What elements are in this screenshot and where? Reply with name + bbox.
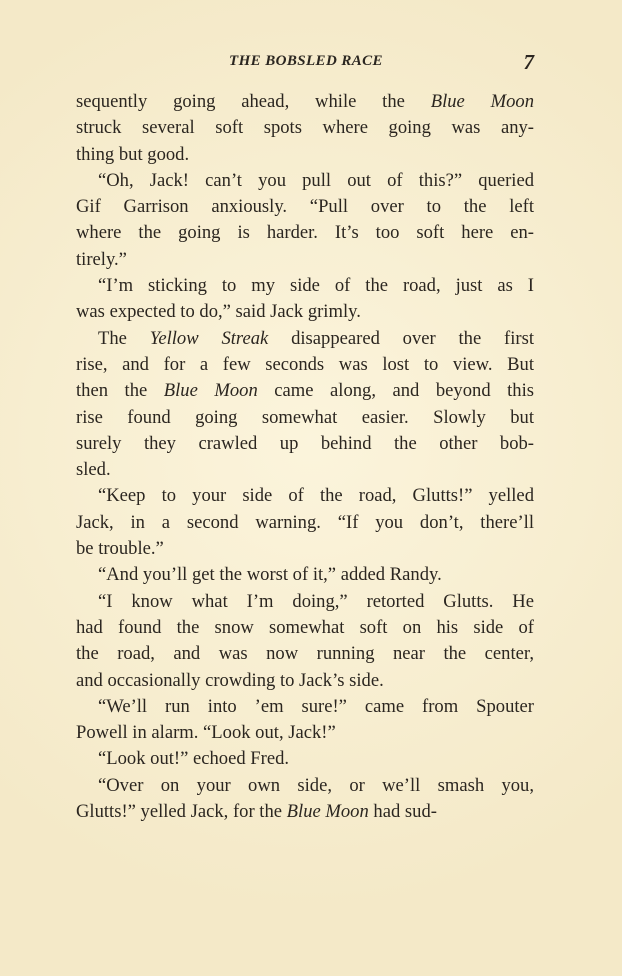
paragraph <box>76 589 534 694</box>
text-line <box>76 457 534 483</box>
page-number: 7 <box>523 50 534 74</box>
text-line <box>76 299 534 325</box>
text-line <box>76 562 534 588</box>
italic-title: Blue Moon <box>286 801 369 823</box>
text-segment: was expected to do,” said Jack grimly. <box>76 301 361 323</box>
text-line <box>76 773 534 799</box>
text-segment: “I’m sticking to my side of the road, just as I <box>98 275 534 297</box>
text-line <box>76 220 534 246</box>
body-text <box>76 89 534 825</box>
text-segment: had sud- <box>368 801 437 823</box>
text-segment: had found the snow somewhat soft on his side of <box>76 616 534 638</box>
text-segment: sled. <box>76 459 111 481</box>
text-segment: “I know what I’m doing,” retorted Glutts. He <box>98 590 534 612</box>
text-line <box>76 615 534 641</box>
text-segment: “We’ll run into ’em sure!” came from Spouter <box>98 695 534 717</box>
text-line <box>76 589 534 615</box>
text-line <box>76 378 534 404</box>
text-line <box>76 168 534 194</box>
text-segment: be trouble.” <box>76 538 164 560</box>
text-segment: Powell in alarm. “Look out, Jack!” <box>76 722 336 744</box>
text-line <box>76 720 534 746</box>
text-line <box>76 668 534 694</box>
text-segment: struck several soft spots where going was any- <box>76 117 534 139</box>
text-segment: “And you’ll get the worst of it,” added Randy. <box>98 564 442 586</box>
text-segment: “Look out!” echoed Fred. <box>98 748 290 770</box>
text-line <box>76 273 534 299</box>
text-segment: Jack, in a second warning. “If you don’t, there’ll <box>76 511 534 533</box>
text-segment: tirely.” <box>76 248 127 270</box>
text-segment: disappeared over the first <box>268 327 534 349</box>
text-line <box>76 431 534 457</box>
text-line <box>76 247 534 273</box>
text-line <box>76 510 534 536</box>
page-header <box>76 50 536 76</box>
paragraph <box>76 773 534 826</box>
running-head: THE BOBSLED RACE <box>229 53 383 69</box>
text-line <box>76 352 534 378</box>
paragraph <box>76 746 534 772</box>
text-line <box>76 194 534 220</box>
text-line <box>76 142 534 168</box>
paragraph <box>76 694 534 747</box>
text-segment: “Oh, Jack! can’t you pull out of this?” queried <box>98 169 534 191</box>
text-line <box>76 115 534 141</box>
text-segment: “Over on your own side, or we’ll smash you, <box>98 774 534 796</box>
text-segment: thing but good. <box>76 143 190 165</box>
text-segment: came along, and beyond this <box>257 380 535 402</box>
text-segment: and occasionally crowding to Jack’s side. <box>76 669 384 691</box>
text-segment: “Keep to your side of the road, Glutts!” yelled <box>98 485 534 507</box>
text-line <box>76 641 534 667</box>
text-segment: The <box>98 327 150 349</box>
text-line <box>76 89 534 115</box>
text-line <box>76 746 534 772</box>
italic-title: Blue Moon <box>163 380 258 402</box>
text-segment: surely they crawled up behind the other bob- <box>76 432 534 454</box>
text-segment: rise found going somewhat easier. Slowly but <box>76 406 534 428</box>
italic-title: Blue Moon <box>430 91 534 112</box>
text-line <box>76 405 534 431</box>
text-line <box>76 799 534 825</box>
text-segment: sequently going ahead, while the <box>76 91 431 112</box>
text-segment: Glutts!” yelled Jack, for the <box>76 801 287 823</box>
italic-title: Yellow Streak <box>149 327 269 349</box>
paragraph <box>76 326 534 484</box>
paragraph <box>76 168 534 273</box>
text-segment: the road, and was now running near the center, <box>76 643 534 665</box>
text-segment: where the going is harder. It’s too soft here en- <box>76 222 534 244</box>
text-line <box>76 536 534 562</box>
text-line <box>76 326 534 352</box>
text-segment: rise, and for a few seconds was lost to view. But <box>76 353 534 375</box>
paragraph <box>76 483 534 562</box>
text-segment: Gif Garrison anxiously. “Pull over to the left <box>76 196 534 218</box>
text-line <box>76 483 534 509</box>
text-segment: then the <box>76 380 164 402</box>
paragraph <box>76 273 534 326</box>
paragraph <box>76 89 534 168</box>
text-line <box>76 694 534 720</box>
paragraph <box>76 562 534 588</box>
